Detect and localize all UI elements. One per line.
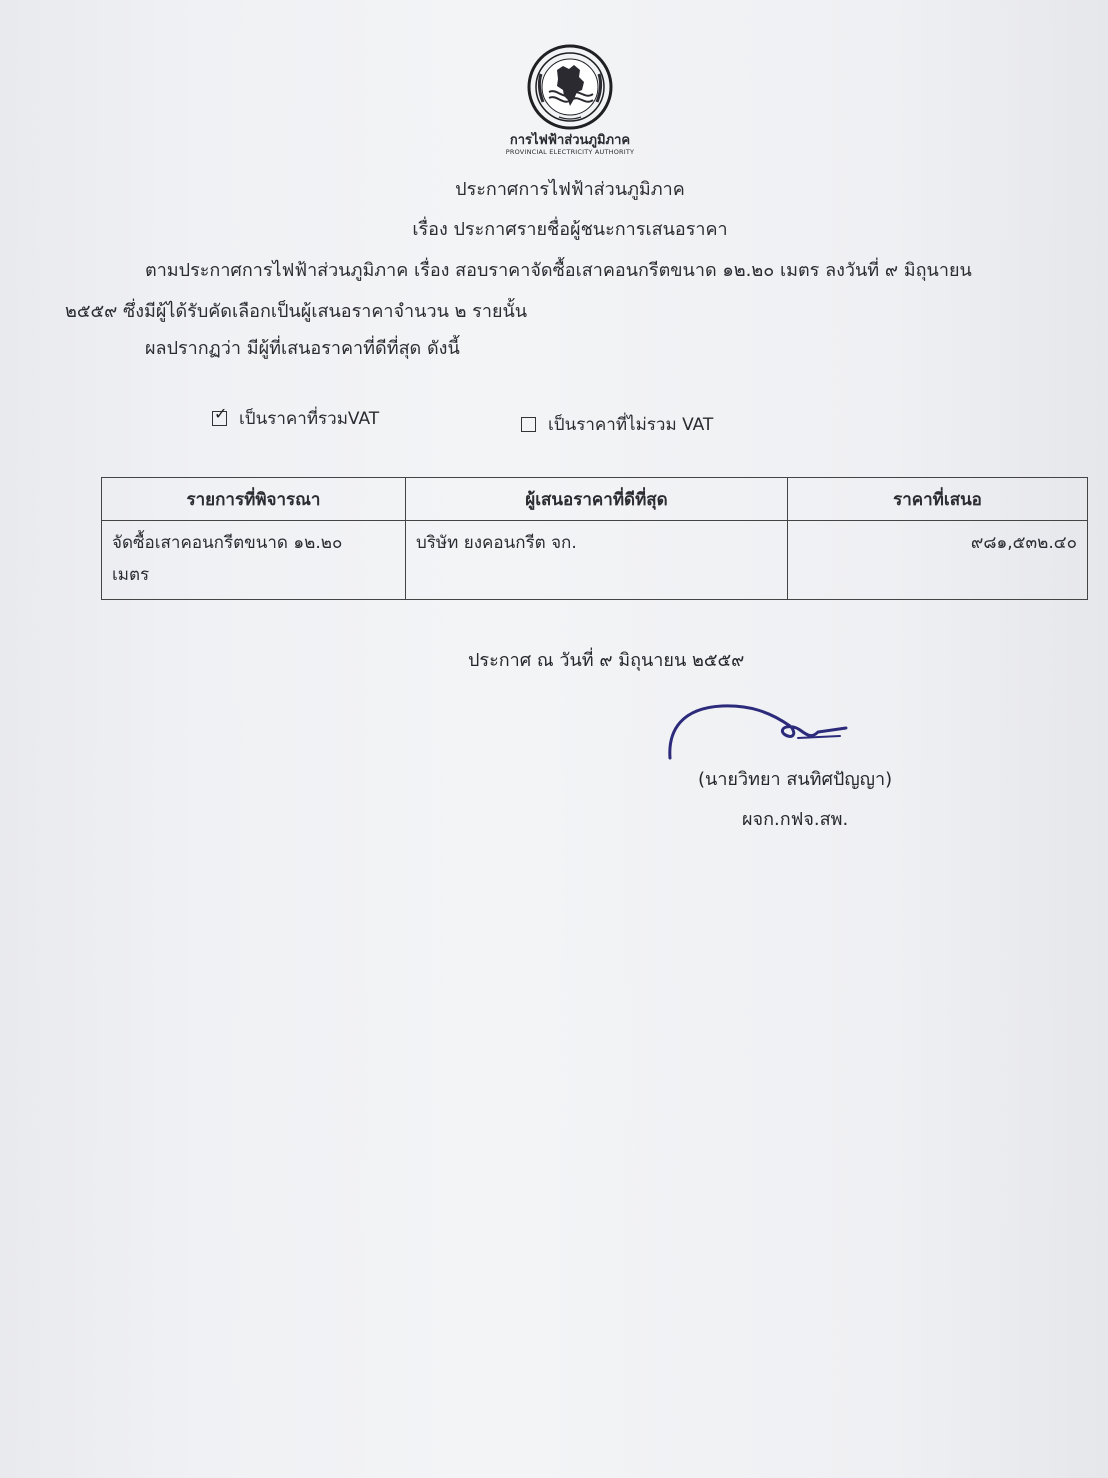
body-paragraph-line-3: ผลปรากฏว่า มีผู้ที่เสนอราคาที่ดีที่สุด ดังนี้	[145, 338, 460, 359]
header-price: ราคาที่เสนอ	[788, 478, 1088, 521]
table-header-row	[102, 478, 1088, 521]
announcement-date: ประกาศ ณ วันที่ ๙ มิถุนายน ๒๕๕๙	[468, 650, 745, 671]
body-paragraph-line-2: ๒๕๕๙ ซึ่งมีผู้ได้รับคัดเลือกเป็นผู้เสนอราคาจำนวน ๒ รายนั้น	[65, 301, 528, 322]
org-name-thai: การไฟฟ้าส่วนภูมิภาค	[509, 133, 631, 148]
vat-excluded-label: เป็นราคาที่ไม่รวม VAT	[548, 415, 714, 435]
pea-emblem-icon	[527, 44, 613, 130]
checked-checkbox	[212, 404, 228, 426]
cell-price: ๙๘๑,๕๓๒.๔๐	[788, 521, 1088, 600]
cell-item	[102, 521, 406, 600]
signer-name: (นายวิทยา สนทิศปัญญา)	[698, 769, 893, 790]
handwritten-signature	[662, 690, 852, 770]
announcement-title: ประกาศการไฟฟ้าส่วนภูมิภาค	[455, 179, 685, 200]
item-line-2: เมตร	[112, 565, 150, 585]
table-row	[102, 521, 1088, 600]
announcement-subject: เรื่อง ประกาศรายชื่อผู้ชนะการเสนอราคา	[412, 219, 728, 240]
winning-bid-table	[101, 477, 1088, 600]
header-item: รายการที่พิจารณา	[102, 478, 406, 521]
vat-included-option	[212, 405, 379, 432]
org-name-english: PROVINCIAL ELECTRICITY AUTHORITY	[505, 148, 635, 156]
header-bidder: ผู้เสนอราคาที่ดีที่สุด	[406, 478, 788, 521]
check-mark-icon: ✓	[214, 404, 228, 423]
cell-bidder: บริษัท ยงคอนกรีต จก.	[406, 521, 788, 600]
item-line-1: จัดซื้อเสาคอนกรีตขนาด ๑๒.๒๐	[112, 533, 343, 553]
vat-included-label: เป็นราคาที่รวมVAT	[239, 409, 380, 429]
unchecked-checkbox	[521, 417, 536, 432]
signer-position: ผจก.กฟจ.สพ.	[742, 809, 849, 830]
body-paragraph-line-1: ตามประกาศการไฟฟ้าส่วนภูมิภาค เรื่อง สอบราคาจัดซื้อเสาคอนกรีตขนาด ๑๒.๒๐ เมตร ลงวันที่ ๙ มิถุนายน	[145, 260, 972, 281]
vat-excluded-option	[521, 411, 713, 438]
